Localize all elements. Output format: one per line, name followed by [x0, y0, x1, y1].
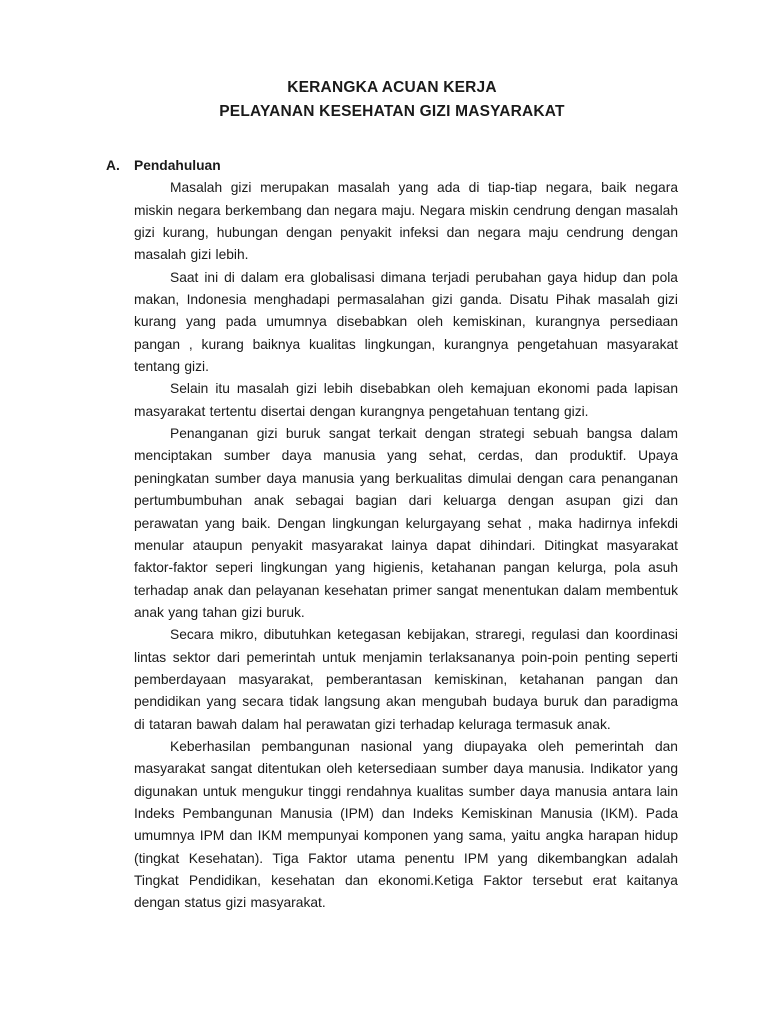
paragraph: Secara mikro, dibutuhkan ketegasan kebijakan, straregi, regulasi dan koordinasi lintas sektor dari pemerintah untuk menjamin terlaksananya poin-poin penting seperti pemberdayaan masyarakat, pemberantasan kemiskinan, ketahanan pangan dan pendidikan yang secara tidak langsung akan mengubah budaya buruk dan paradigma di tataran bawah dalam hal perawatan gizi terhadap keluraga termasuk anak. — [134, 627, 678, 732]
paragraph: Penanganan gizi buruk sangat terkait dengan strategi sebuah bangsa dalam menciptakan sumber daya manusia yang sehat, cerdas, dan produktif. Upaya peningkatan sumber daya manusia yang berkualitas dimulai dengan cara penanganan pertumbumbuhan anak sebagai bagian dari keluarga dengan asupan gizi dan perawatan yang baik. Dengan lingkungan kelurgayang sehat , maka hadirnya infekdi menular ataupun penyakit masyarakat lainya dapat dihindari. Ditingkat masyarakat faktor-faktor seperi lingkungan yang higienis, ketahanan pangan kelurga, pola asuh terhadap anak dan pelayanan kesehatan primer sangat menentukan dalam membentuk anak yang tahan gizi buruk. — [134, 426, 678, 620]
section-body — [134, 177, 678, 914]
section-heading — [106, 155, 678, 177]
document-title: KERANGKA ACUAN KERJA — [287, 79, 497, 96]
section-title: Pendahuluan — [134, 158, 221, 173]
paragraph: Selain itu masalah gizi lebih disebabkan oleh kemajuan ekonomi pada lapisan masyarakat tertentu disertai dengan kurangnya pengetahuan tentang gizi. — [134, 381, 678, 419]
document-subtitle: PELAYANAN KESEHATAN GIZI MASYARAKAT — [219, 103, 565, 120]
section-letter: A. — [106, 158, 120, 173]
section-pendahuluan — [106, 155, 678, 915]
paragraph: Masalah gizi merupakan masalah yang ada di tiap-tiap negara, baik negara miskin negara berkembang dan negara maju. Negara miskin cendrung dengan masalah gizi kurang, hubungan dengan penyakit infeksi dan negara maju cendrung dengan masalah gizi lebih. — [134, 180, 678, 263]
paragraph: Keberhasilan pembangunan nasional yang diupayaka oleh pemerintah dan masyarakat sangat ditentukan oleh ketersediaan sumber daya manusia. Indikator yang digunakan untuk mengukur tinggi rendahnya kualitas sumber daya manusia antara lain Indeks Pembangunan Manusia (IPM) dan Indeks Kemiskinan Manusia (IKM). Pada umumnya IPM dan IKM mempunyai komponen yang sama, yaitu angka harapan hidup (tingkat Kesehatan). Tiga Faktor utama penentu IPM yang dikembangkan adalah Tingkat Pendidikan, kesehatan dan ekonomi.Ketiga Faktor tersebut erat kaitanya dengan status gizi masyarakat. — [134, 738, 678, 911]
paragraph: Saat ini di dalam era globalisasi dimana terjadi perubahan gaya hidup dan pola makan, Indonesia menghadapi permasalahan gizi ganda. Disatu Pihak masalah gizi kurang yang pada umumnya disebabkan oleh kemiskinan, kurangnya persediaan pangan , kurang baiknya kualitas lingkungan, kurangnya pengetahuan masyarakat tentang gizi. — [134, 269, 678, 375]
